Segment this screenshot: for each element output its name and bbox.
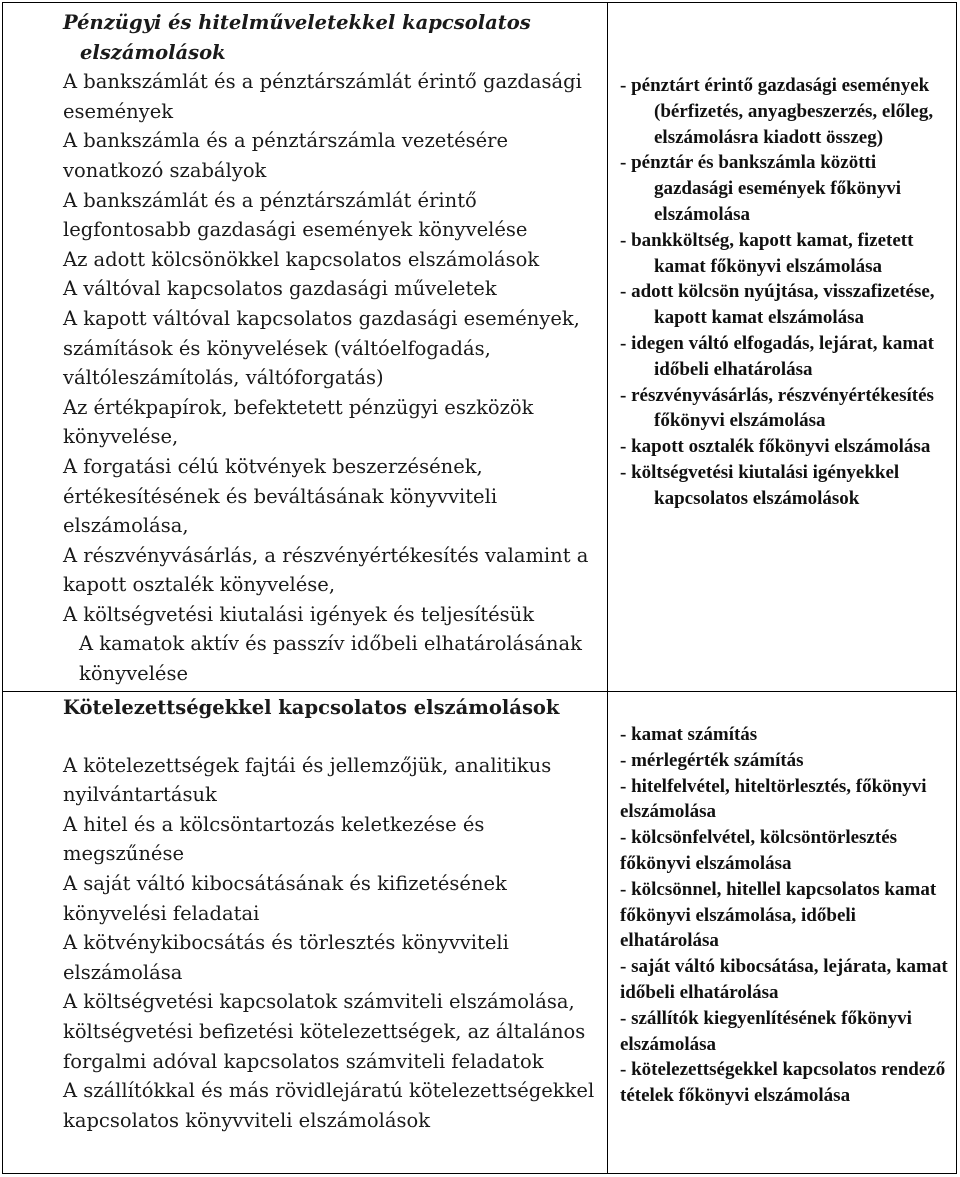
liabilities-tasks-cell — [608, 692, 956, 1173]
task-item: - idegen váltó elfogadás, lejárat, kamat időbeli elhatárolása — [620, 332, 934, 380]
topic-item: A bankszámlát és a pénztárszámlát érintő legfontosabb gazdasági események könyvelése — [63, 188, 528, 242]
task-item: - bankköltség, kapott kamat, fizetett kamat főkönyvi elszámolása — [620, 229, 914, 277]
task-item: - saját váltó kibocsátása, lejárata, kamat időbeli elhatárolása — [620, 956, 948, 1003]
task-item: - kamat számítás — [620, 724, 758, 745]
topic-item: Az értékpapírok, befektetett pénzügyi eszközök könyvelése, — [63, 395, 534, 449]
task-item: - mérlegérték számítás — [620, 749, 804, 771]
financial-operations-topics-cell — [3, 3, 608, 692]
task-item: - kölcsönfelvétel, kölcsöntörlesztés főkönyvi elszámolása — [620, 827, 898, 874]
topic-item: A forgatási célú kötvények beszerzésének, értékesítésének és beváltásának könyvviteli elszámolása, — [63, 454, 498, 538]
curriculum-table — [2, 2, 957, 1174]
topic-item: A hitel és a kölcsöntartozás keletkezése és megszűnése — [63, 812, 485, 866]
topic-item: A költségvetési kiutalási igények és teljesítésük — [63, 602, 535, 626]
topic-item: A költségvetési kapcsolatok számviteli elszámolása, költségvetési befizetési kötelezettségek, az általános forgalmi adóval kapcsolatos számviteli feladatok — [63, 990, 586, 1073]
financial-operations-tasks-cell — [608, 3, 956, 692]
topic-item: A váltóval kapcsolatos gazdasági műveletek — [63, 277, 497, 301]
task-item: - költségvetési kiutalási igényekkel kapcsolatos elszámolások — [620, 461, 900, 509]
task-item: - kapott osztalék főkönyvi elszámolása — [620, 436, 931, 458]
topic-item: A kötelezettségek fajtái és jellemzőjük, analitikus nyilvántartásuk — [63, 753, 552, 807]
topic-item-indented: A kamatok aktív és passzív időbeli elhatárolásának könyvelése — [79, 632, 582, 686]
section-heading-financial: Pénzügyi és hitelműveletekkel kapcsolatos elszámolások — [63, 11, 531, 64]
topic-item: A szállítókkal és más rövidlejáratú kötelezettségekkel kapcsolatos könyvviteli elszámolások — [63, 1079, 595, 1132]
task-item: - kölcsönnel, hitellel kapcsolatos kamat főkönyvi elszámolása, időbeli elhatárolása — [620, 878, 937, 952]
task-item: - hitelfelvétel, hiteltörlesztés, főkönyvi elszámolása — [620, 775, 927, 823]
topic-item: A kötvénykibocsátás és törlesztés könyvviteli elszámolása — [63, 931, 509, 984]
topic-item: A részvényvásárlás, a részvényértékesítés valamint a kapott osztalék könyvelése, — [63, 543, 589, 597]
topic-item: Az adott kölcsönökkel kapcsolatos elszámolások — [63, 247, 540, 271]
task-item: - részvényvásárlás, részvényértékesítés főkönyvi elszámolása — [620, 384, 934, 432]
topic-item: A kapott váltóval kapcsolatos gazdasági események, számítások és könyvelések (váltóelfogadás, váltóleszámítolás, váltóforgatás) — [63, 306, 580, 390]
topic-item: A bankszámla és a pénztárszámla vezetésére vonatkozó szabályok — [63, 129, 509, 182]
task-item: - adott kölcsön nyújtása, visszafizetése, kapott kamat elszámolása — [620, 281, 935, 329]
section-heading-liabilities: Kötelezettségekkel kapcsolatos elszámolások — [63, 696, 560, 719]
task-item: - pénztár és bankszámla közötti gazdasági események főkönyvi elszámolása — [620, 152, 901, 225]
liabilities-topics-cell — [3, 692, 608, 1173]
topic-item: A bankszámlát és a pénztárszámlát érintő gazdasági események — [63, 70, 582, 123]
topic-item: A saját váltó kibocsátásának és kifizetésének könyvelési feladatai — [63, 871, 507, 925]
task-item: - kötelezettségekkel kapcsolatos rendező tételek főkönyvi elszámolása — [620, 1059, 946, 1107]
task-item: - szállítók kiegyenlítésének főkönyvi elszámolása — [620, 1007, 912, 1055]
task-item: - pénztárt érintő gazdasági események (bérfizetés, anyagbeszerzés, előleg, elszámolásra kiadott összeg) — [620, 75, 934, 148]
